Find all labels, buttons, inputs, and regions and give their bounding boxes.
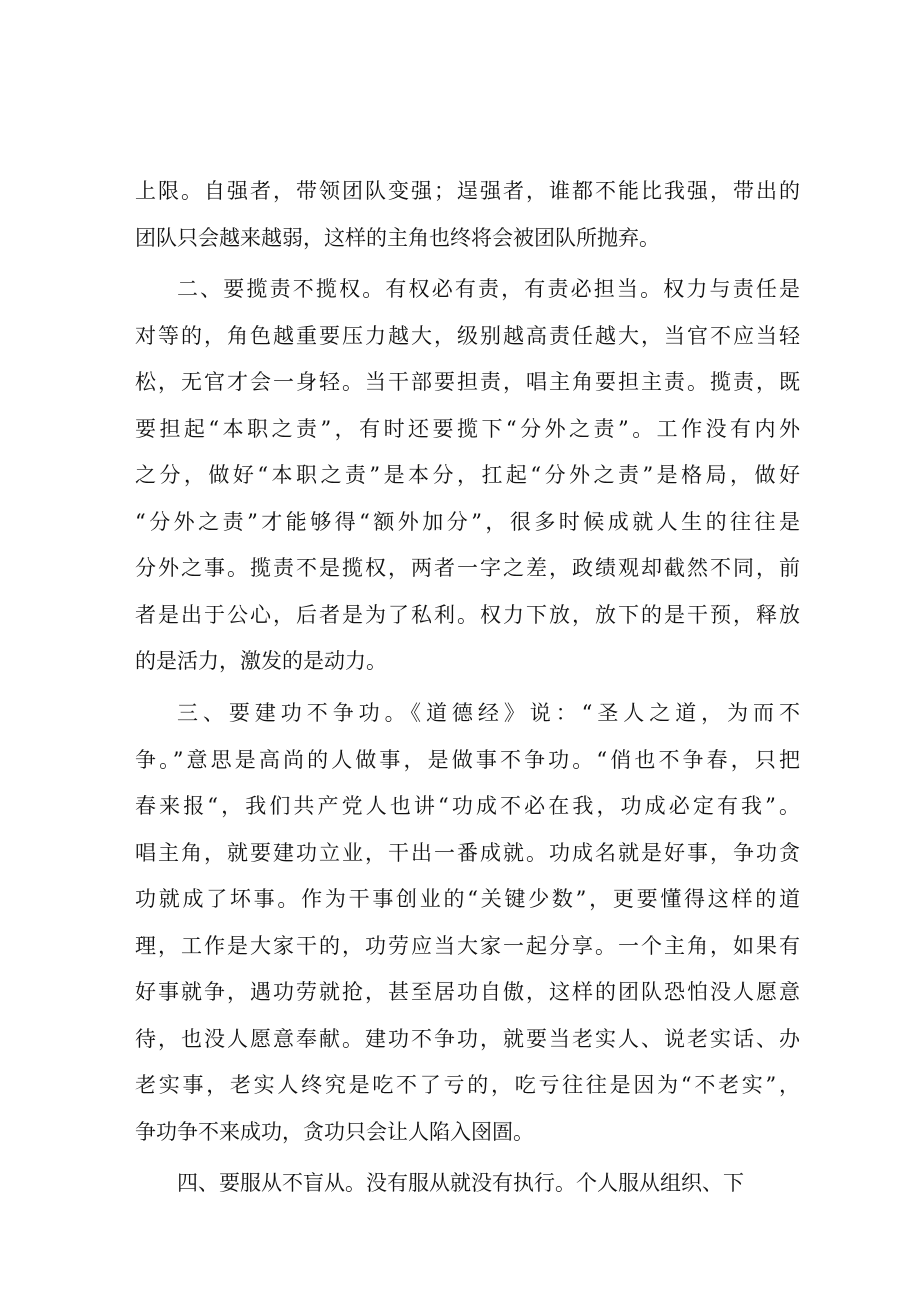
text-line: 唱主角，就要建功立业，干出一番成就。功成名就是好事，争功贪: [135, 840, 800, 865]
text-line: 待，也没人愿意奉献。建功不争功，就要当老实人、说老实话、办: [135, 1026, 800, 1051]
text-line: 团队只会越来越弱，这样的主角也终将会被团队所抛弃。: [135, 225, 660, 250]
text-line: 之分，做好“本职之责”是本分，扛起“分外之责”是格局，做好: [135, 463, 800, 488]
text-line: 的是活力，激发的是动力。: [135, 649, 387, 674]
paragraph: [135, 266, 800, 685]
text-line: 四、要服从不盲从。没有服从就没有执行。个人服从组织、下: [177, 1171, 744, 1196]
text-line: 对等的，角色越重要压力越大，级别越高责任越大，当官不应当轻: [135, 323, 800, 348]
text-line: 争。”意思是高尚的人做事，是做事不争功。“俏也不争春，只把: [135, 747, 800, 772]
text-line: “分外之责”才能够得“额外加分”，很多时候成就人生的往往是: [135, 509, 800, 534]
paragraph: [135, 690, 800, 1155]
paragraph: [135, 168, 800, 261]
text-line: 分外之事。揽责不是揽权，两者一字之差，政绩观却截然不同，前: [135, 556, 800, 581]
text-line: 春来报“，我们共产党人也讲“功成不必在我，功成必定有我”。: [135, 794, 800, 819]
text-line: 老实事，老实人终究是吃不了亏的，吃亏往往是因为“不老实”，: [135, 1073, 800, 1098]
text-line: 者是出于公心，后者是为了私利。权力下放，放下的是干预，释放: [135, 602, 800, 627]
text-line: 松，无官才会一身轻。当干部要担责，唱主角要担主责。揽责，既: [135, 370, 800, 395]
paragraph: [135, 1160, 800, 1207]
text-line: 三、要建功不争功。《道德经》说：“圣人之道，为而不: [177, 701, 800, 726]
text-line: 争功争不来成功，贪功只会让人陷入囹圄。: [135, 1119, 534, 1144]
text-line: 好事就争，遇功劳就抢，甚至居功自傲，这样的团队恐怕没人愿意: [135, 980, 800, 1005]
text-line: 上限。自强者，带领团队变强；逞强者，谁都不能比我强，带出的: [135, 179, 800, 203]
document-body: [135, 168, 800, 1207]
text-line: 功就成了坏事。作为干事创业的“关键少数”，更要懂得这样的道: [135, 887, 800, 912]
text-line: 二、要揽责不揽权。有权必有责，有责必担当。权力与责任是: [177, 277, 800, 302]
text-line: 理，工作是大家干的，功劳应当大家一起分享。一个主角，如果有: [135, 933, 800, 958]
text-line: 要担起“本职之责”，有时还要揽下“分外之责”。工作没有内外: [135, 416, 800, 441]
